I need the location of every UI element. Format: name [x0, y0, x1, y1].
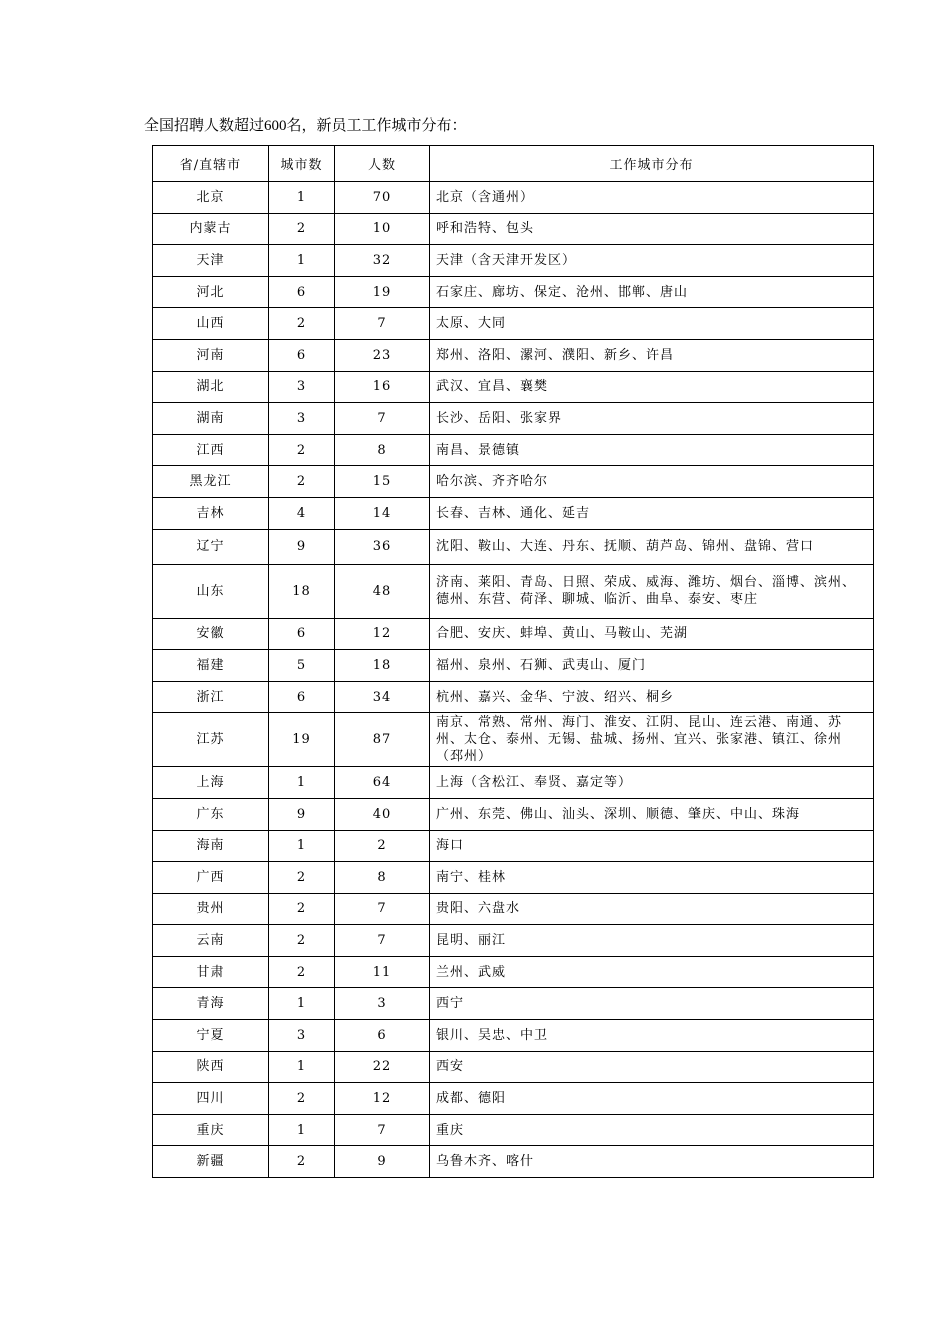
city-count-cell: 2 — [269, 893, 335, 925]
cities-cell: 昆明、丽江 — [430, 925, 874, 957]
city-count-cell: 3 — [269, 403, 335, 435]
cities-cell: 哈尔滨、齐齐哈尔 — [430, 466, 874, 498]
table-row — [153, 564, 874, 618]
city-count-cell: 2 — [269, 1146, 335, 1178]
people-cell: 11 — [335, 956, 430, 988]
cities-cell: 西宁 — [430, 988, 874, 1020]
province-cell: 海南 — [153, 830, 269, 862]
people-cell: 48 — [335, 564, 430, 618]
people-cell: 16 — [335, 371, 430, 403]
cities-cell: 武汉、宜昌、襄樊 — [430, 371, 874, 403]
city-count-cell: 9 — [269, 529, 335, 564]
province-cell: 广东 — [153, 798, 269, 830]
province-cell: 辽宁 — [153, 529, 269, 564]
people-cell: 7 — [335, 403, 430, 435]
city-count-cell: 9 — [269, 798, 335, 830]
people-cell: 7 — [335, 925, 430, 957]
cities-cell: 重庆 — [430, 1114, 874, 1146]
table-body — [153, 182, 874, 1178]
cities-cell: 成都、德阳 — [430, 1083, 874, 1115]
table-row — [153, 1083, 874, 1115]
province-cell: 湖南 — [153, 403, 269, 435]
people-cell: 14 — [335, 497, 430, 529]
province-cell: 湖北 — [153, 371, 269, 403]
people-cell: 7 — [335, 1114, 430, 1146]
people-cell: 10 — [335, 213, 430, 245]
province-cell: 河南 — [153, 339, 269, 371]
people-cell: 2 — [335, 830, 430, 862]
table-row — [153, 182, 874, 214]
table-row — [153, 1114, 874, 1146]
people-cell: 23 — [335, 339, 430, 371]
table-row — [153, 767, 874, 799]
city-count-cell: 6 — [269, 276, 335, 308]
table-row — [153, 618, 874, 650]
people-cell: 9 — [335, 1146, 430, 1178]
city-count-cell: 1 — [269, 767, 335, 799]
province-cell: 山东 — [153, 564, 269, 618]
province-cell: 北京 — [153, 182, 269, 214]
people-cell: 7 — [335, 893, 430, 925]
table-row — [153, 466, 874, 498]
cities-cell: 贵阳、六盘水 — [430, 893, 874, 925]
cities-cell: 长春、吉林、通化、延吉 — [430, 497, 874, 529]
cities-cell: 福州、泉州、石狮、武夷山、厦门 — [430, 650, 874, 682]
people-cell: 22 — [335, 1051, 430, 1083]
people-cell: 8 — [335, 862, 430, 894]
table-row — [153, 339, 874, 371]
province-cell: 福建 — [153, 650, 269, 682]
cities-cell: 乌鲁木齐、喀什 — [430, 1146, 874, 1178]
people-cell: 40 — [335, 798, 430, 830]
cities-cell: 天津（含天津开发区） — [430, 245, 874, 277]
table-row — [153, 213, 874, 245]
table-row — [153, 308, 874, 340]
cities-cell: 杭州、嘉兴、金华、宁波、绍兴、桐乡 — [430, 681, 874, 713]
people-cell: 15 — [335, 466, 430, 498]
table-row — [153, 650, 874, 682]
city-count-cell: 3 — [269, 371, 335, 403]
people-cell: 32 — [335, 245, 430, 277]
province-cell: 吉林 — [153, 497, 269, 529]
city-distribution-table — [152, 145, 874, 1178]
header-province: 省/直辖市 — [153, 146, 269, 182]
cities-cell: 北京（含通州） — [430, 182, 874, 214]
table-row — [153, 862, 874, 894]
people-cell: 7 — [335, 308, 430, 340]
table-header — [153, 146, 874, 182]
cities-cell: 南京、常熟、常州、海门、淮安、江阴、昆山、连云港、南通、苏州、太仓、泰州、无锡、盐城、扬州、宜兴、张家港、镇江、徐州（邳州） — [430, 713, 874, 767]
table-row — [153, 956, 874, 988]
cities-cell: 银川、吴忠、中卫 — [430, 1020, 874, 1052]
table-row — [153, 1051, 874, 1083]
people-cell: 70 — [335, 182, 430, 214]
table-row — [153, 403, 874, 435]
table-row — [153, 371, 874, 403]
city-count-cell: 2 — [269, 862, 335, 894]
cities-cell: 海口 — [430, 830, 874, 862]
province-cell: 河北 — [153, 276, 269, 308]
people-cell: 87 — [335, 713, 430, 767]
province-cell: 江苏 — [153, 713, 269, 767]
cities-cell: 呼和浩特、包头 — [430, 213, 874, 245]
city-count-cell: 1 — [269, 1114, 335, 1146]
people-cell: 12 — [335, 618, 430, 650]
cities-cell: 南昌、景德镇 — [430, 434, 874, 466]
province-cell: 内蒙古 — [153, 213, 269, 245]
city-count-cell: 4 — [269, 497, 335, 529]
province-cell: 陕西 — [153, 1051, 269, 1083]
people-cell: 19 — [335, 276, 430, 308]
table-row — [153, 1020, 874, 1052]
city-count-cell: 5 — [269, 650, 335, 682]
province-cell: 浙江 — [153, 681, 269, 713]
table-row — [153, 434, 874, 466]
table-row — [153, 830, 874, 862]
city-count-cell: 6 — [269, 339, 335, 371]
table-row — [153, 1146, 874, 1178]
city-count-cell: 2 — [269, 1083, 335, 1115]
header-people: 人数 — [335, 146, 430, 182]
province-cell: 天津 — [153, 245, 269, 277]
city-count-cell: 2 — [269, 925, 335, 957]
table-row — [153, 893, 874, 925]
cities-cell: 上海（含松江、奉贤、嘉定等） — [430, 767, 874, 799]
cities-cell: 合肥、安庆、蚌埠、黄山、马鞍山、芜湖 — [430, 618, 874, 650]
province-cell: 四川 — [153, 1083, 269, 1115]
table-row — [153, 276, 874, 308]
city-count-cell: 6 — [269, 681, 335, 713]
people-cell: 18 — [335, 650, 430, 682]
table-row — [153, 925, 874, 957]
table-row — [153, 497, 874, 529]
province-cell: 重庆 — [153, 1114, 269, 1146]
city-count-cell: 2 — [269, 434, 335, 466]
city-count-cell: 2 — [269, 308, 335, 340]
province-cell: 黑龙江 — [153, 466, 269, 498]
header-city-count: 城市数 — [269, 146, 335, 182]
cities-cell: 广州、东莞、佛山、汕头、深圳、顺德、肇庆、中山、珠海 — [430, 798, 874, 830]
cities-cell: 长沙、岳阳、张家界 — [430, 403, 874, 435]
city-count-cell: 1 — [269, 1051, 335, 1083]
province-cell: 新疆 — [153, 1146, 269, 1178]
people-cell: 34 — [335, 681, 430, 713]
province-cell: 青海 — [153, 988, 269, 1020]
cities-cell: 石家庄、廊坊、保定、沧州、邯郸、唐山 — [430, 276, 874, 308]
table-row — [153, 713, 874, 767]
province-cell: 江西 — [153, 434, 269, 466]
province-cell: 云南 — [153, 925, 269, 957]
province-cell: 安徽 — [153, 618, 269, 650]
cities-cell: 郑州、洛阳、漯河、濮阳、新乡、许昌 — [430, 339, 874, 371]
city-count-cell: 18 — [269, 564, 335, 618]
city-count-cell: 1 — [269, 988, 335, 1020]
people-cell: 6 — [335, 1020, 430, 1052]
city-count-cell: 2 — [269, 213, 335, 245]
cities-cell: 济南、莱阳、青岛、日照、荣成、威海、潍坊、烟台、淄博、滨州、德州、东营、荷泽、聊城、临沂、曲阜、泰安、枣庄 — [430, 564, 874, 618]
cities-cell: 沈阳、鞍山、大连、丹东、抚顺、葫芦岛、锦州、盘锦、营口 — [430, 529, 874, 564]
table-row — [153, 798, 874, 830]
city-count-cell: 3 — [269, 1020, 335, 1052]
people-cell: 36 — [335, 529, 430, 564]
header-cities: 工作城市分布 — [430, 146, 874, 182]
city-count-cell: 19 — [269, 713, 335, 767]
cities-cell: 太原、大同 — [430, 308, 874, 340]
table-row — [153, 529, 874, 564]
city-count-cell: 6 — [269, 618, 335, 650]
city-count-cell: 2 — [269, 466, 335, 498]
city-count-cell: 1 — [269, 245, 335, 277]
province-cell: 贵州 — [153, 893, 269, 925]
people-cell: 8 — [335, 434, 430, 466]
people-cell: 3 — [335, 988, 430, 1020]
province-cell: 山西 — [153, 308, 269, 340]
table-row — [153, 988, 874, 1020]
header-row — [153, 146, 874, 182]
province-cell: 广西 — [153, 862, 269, 894]
province-cell: 宁夏 — [153, 1020, 269, 1052]
intro-text: 全国招聘人数超过600名，新员工工作城市分布： — [144, 118, 467, 134]
people-cell: 64 — [335, 767, 430, 799]
people-cell: 12 — [335, 1083, 430, 1115]
city-count-cell: 1 — [269, 182, 335, 214]
province-cell: 甘肃 — [153, 956, 269, 988]
table-row — [153, 681, 874, 713]
city-count-cell: 2 — [269, 956, 335, 988]
cities-cell: 南宁、桂林 — [430, 862, 874, 894]
table-row — [153, 245, 874, 277]
cities-cell: 西安 — [430, 1051, 874, 1083]
province-cell: 上海 — [153, 767, 269, 799]
cities-cell: 兰州、武威 — [430, 956, 874, 988]
city-count-cell: 1 — [269, 830, 335, 862]
